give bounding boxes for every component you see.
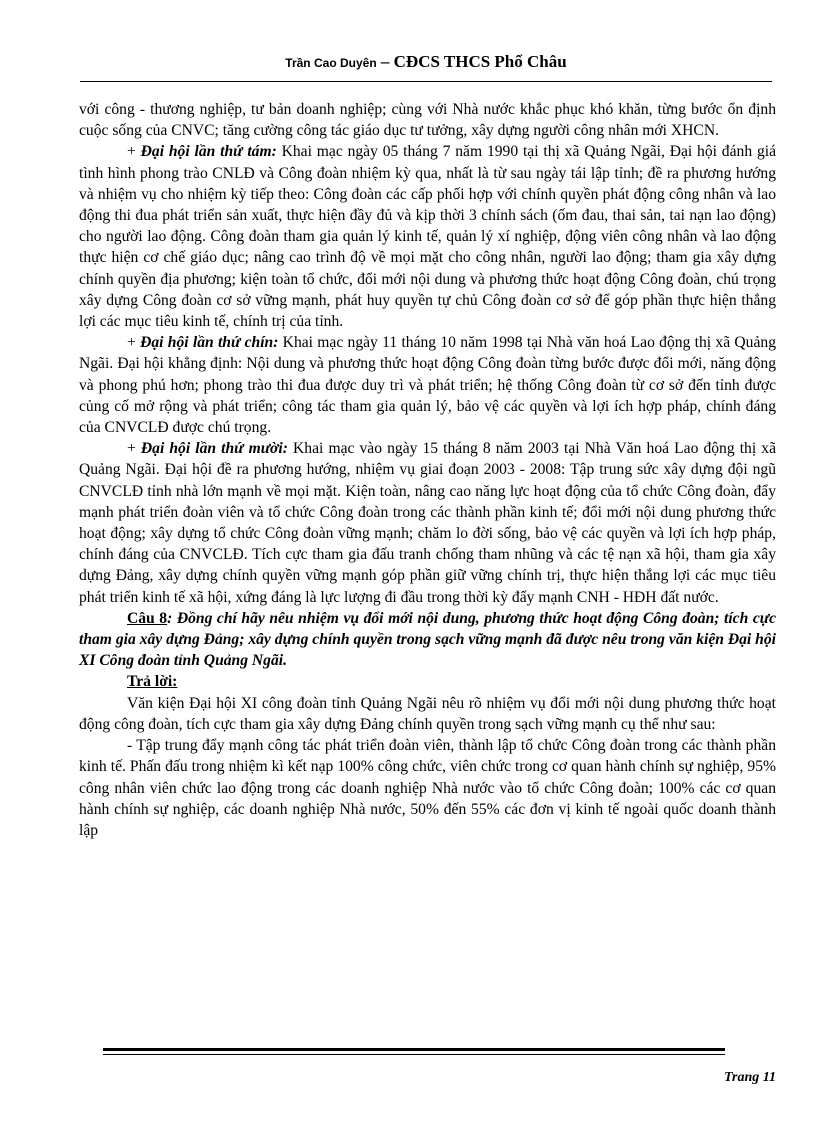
question-text: : Đồng chí hãy nêu nhiệm vụ đổi mới nội dung, phương thức hoạt động Công đoàn; tích cực tham gia xây dựng Đảng; xây dựng chính quyền trong sạch vững mạnh đã được nêu trong văn kiện Đại hội XI Công đoàn tỉnh Quảng Ngãi. [79,609,777,670]
congress-9-title: Đại hội lần thứ chín: [140,334,279,352]
question-label: Câu 8 [127,609,168,627]
paragraph-congress-10 [79,438,776,608]
bullet-plus: + [127,440,141,458]
answer-label: Trả lời: [127,673,178,691]
bullet-plus: + [127,334,141,352]
header-separator: – [376,52,394,71]
congress-9-text: Khai mạc ngày 11 tháng 10 năm 1998 tại Nhà văn hoá Lao động thị xã Quảng Ngãi. Đại hội khẳng định: Nội dung và phương thức hoạt động Công đoàn từng bước được đổi mới, năng động và phong phú hơn; phong trào thi đua được duy trì và phát triển; hệ thống Công đoàn từ cơ sở đến tỉnh được củng cố mở rộng và phát triển; công tác tham gia quản lý, bảo vệ các quyền và lợi ích hợp pháp, chính đáng của CNVCLĐ được chú trọng. [79,334,776,437]
congress-10-text: Khai mạc vào ngày 15 tháng 8 năm 2003 tại Nhà Văn hoá Lao động thị xã Quảng Ngãi. Đại hội đề ra phương hướng, nhiệm vụ giai đoạn 2003 - 2008: Tập trung sức xây dựng đội ngũ CNVCLĐ tỉnh nhà lớn mạnh về mọi mặt. Kiện toàn, nâng cao năng lực hoạt động của tổ chức Công đoàn, đẩy mạnh phát triển đoàn viên và tổ chức Công đoàn trong các thành phần kinh tế; đổi mới nội dung phương thức hoạt động; xây dựng tổ chức Công đoàn vững mạnh; chăm lo đời sống, bảo vệ các quyền và lợi ích hợp pháp, chính đáng của CNVCLĐ. Tích cực tham gia đấu tranh chống tham nhũng và các tệ nạn xã hội, tham gia xây dựng Đảng, xây dựng chính quyền vững mạnh góp phần giữ vững chính trị, thực hiện thắng lợi các mục tiêu phát triển kinh tế xã hội, xứng đáng là lực lượng đi đầu trong thời kỳ đẩy mạnh CNH - HĐH đất nước. [79,440,776,606]
paragraph-intro: với công - thương nghiệp, tư bản doanh nghiệp; cùng với Nhà nước khắc phục khó khăn, từng bước ổn định cuộc sống của CNVC; tăng cường công tác giáo dục tư tưởng, xây dựng người công nhân mới XHCN. [79,101,776,140]
footer-rule-thick [103,1048,725,1051]
page-header [80,52,772,72]
paragraph-congress-9 [79,332,776,438]
page-number: Trang 11 [724,1070,776,1085]
congress-8-text: Khai mạc ngày 05 tháng 7 năm 1990 tại thị xã Quảng Ngãi, Đại hội đánh giá tình hình phong trào CNLĐ và Công đoàn nhiệm kỳ qua, nhất là từ sau ngày tái lập tỉnh; đề ra phương hướng và nhiệm vụ cho nhiệm kỳ tiếp theo: Công đoàn các cấp phối hợp với chính quyền phát động công nhân và lao động thi đua phát triển sản xuất, thực hiện đầy đủ và kịp thời 3 chính sách (ốm đau, thai sản, tai nạn lao động) cho người lao động. Công đoàn tham gia quản lý kinh tế, quản lý xí nghiệp, động viên công nhân và lao động thực hiện cơ chế giáo dục; nâng cao trình độ về mọi mặt cho công nhân, người lao động; tham gia xây dựng chính quyền địa phương; kiện toàn tổ chức, đổi mới nội dung và phương thức hoạt động Công đoàn, chú trọng xây dựng Công đoàn cơ sở vững mạnh, phát huy quyền tự chủ Công đoàn cơ sở để góp phần thực hiện thắng lợi các mục tiêu kinh tế, chính trị của tỉnh. [79,143,776,331]
congress-10-title: Đại hội lần thứ mười: [140,440,288,458]
bullet-plus: + [127,143,141,161]
header-rule [80,81,772,82]
paragraph-congress-8 [79,141,776,332]
paragraph-answer-point-1: - Tập trung đẩy mạnh công tác phát triển đoàn viên, thành lập tổ chức Công đoàn trong các thành phần kinh tế. Phấn đấu trong nhiệm kì kết nạp 100% công chức, viên chức trong cơ quan hành chính sự nghiệp, 95% công nhân viên chức lao động trong các doanh nghiệp Nhà nước vào tổ chức Công đoàn; 100% các cơ quan hành chính sự nghiệp, các doanh nghiệp Nhà nước, 50% đến 55% các đơn vị kinh tế ngoài quốc doanh thành lập [79,737,776,839]
paragraph-answer-intro: Văn kiện Đại hội XI công đoàn tỉnh Quảng Ngãi nêu rõ nhiệm vụ đổi mới nội dung phương thức hoạt động công đoàn, tích cực tham gia xây dựng Đảng chính quyền trong sạch vững mạnh cụ thể như sau: [79,694,776,733]
header-author: Trần Cao Duyên [285,56,377,70]
document-body [79,99,776,841]
congress-8-title: Đại hội lần thứ tám: [140,143,277,161]
answer-heading [79,671,776,692]
header-school: CĐCS THCS Phổ Châu [393,52,567,71]
question-8 [79,608,776,672]
footer-rule-thin [103,1054,725,1055]
